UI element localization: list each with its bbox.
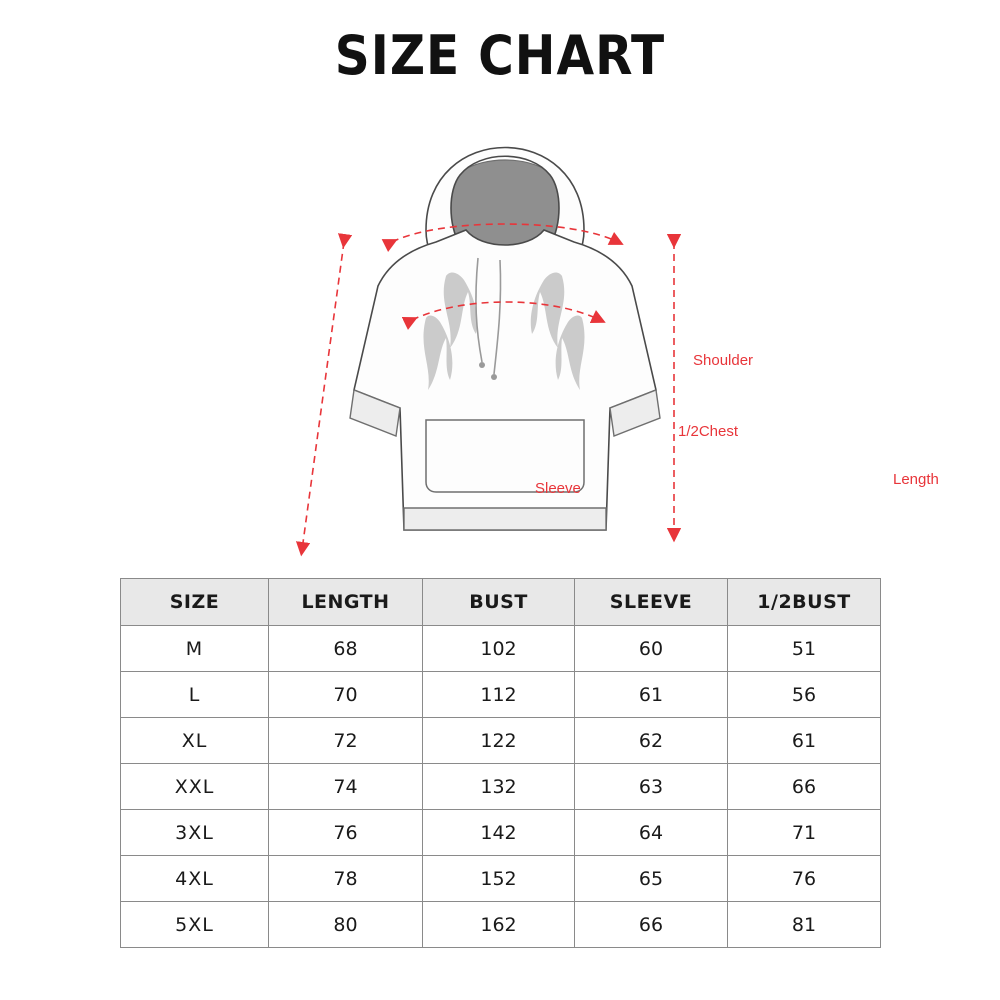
drawstring-tip-left (479, 362, 485, 368)
cell-length: 72 (269, 718, 423, 764)
sleeve-measure-line (302, 242, 344, 550)
table-row (121, 902, 881, 948)
sleeve-label: Sleeve (535, 480, 581, 497)
cell-sleeve: 65 (575, 856, 728, 902)
cell-bust: 112 (423, 672, 575, 718)
cell-bust: 162 (423, 902, 575, 948)
shoulder-label: Shoulder (693, 352, 754, 369)
cell-size: 3XL (121, 810, 269, 856)
cell-size: XL (121, 718, 269, 764)
hoodie-body (354, 230, 656, 530)
cell-half-bust: 81 (728, 902, 881, 948)
cell-size: 4XL (121, 856, 269, 902)
column-header-half-bust: 1/2BUST (728, 579, 881, 626)
cell-half-bust: 61 (728, 718, 881, 764)
table-row (121, 764, 881, 810)
cell-bust: 152 (423, 856, 575, 902)
cell-half-bust: 51 (728, 626, 881, 672)
hoodie-measurement-diagram (250, 90, 939, 560)
cell-length: 76 (269, 810, 423, 856)
cell-size: 5XL (121, 902, 269, 948)
cell-sleeve: 63 (575, 764, 728, 810)
cell-bust: 142 (423, 810, 575, 856)
length-label: Length (893, 471, 939, 488)
cell-bust: 122 (423, 718, 575, 764)
cell-length: 80 (269, 902, 423, 948)
cell-sleeve: 60 (575, 626, 728, 672)
waistband (404, 508, 606, 530)
size-table (120, 578, 881, 948)
cell-size: M (121, 626, 269, 672)
cell-half-bust: 66 (728, 764, 881, 810)
cell-sleeve: 61 (575, 672, 728, 718)
cell-size: L (121, 672, 269, 718)
table-header-row (121, 579, 881, 626)
cell-bust: 132 (423, 764, 575, 810)
table-row (121, 672, 881, 718)
cell-sleeve: 62 (575, 718, 728, 764)
table-row (121, 626, 881, 672)
cell-half-bust: 56 (728, 672, 881, 718)
table-row (121, 718, 881, 764)
page-title: SIZE CHART (334, 24, 666, 87)
half-chest-label: 1/2Chest (678, 423, 739, 440)
cell-half-bust: 76 (728, 856, 881, 902)
column-header-length: LENGTH (269, 579, 423, 626)
column-header-sleeve: SLEEVE (575, 579, 728, 626)
cell-sleeve: 66 (575, 902, 728, 948)
table-row (121, 856, 881, 902)
cell-sleeve: 64 (575, 810, 728, 856)
cell-length: 74 (269, 764, 423, 810)
table-row (121, 810, 881, 856)
cell-length: 68 (269, 626, 423, 672)
cell-length: 78 (269, 856, 423, 902)
cell-bust: 102 (423, 626, 575, 672)
cell-size: XXL (121, 764, 269, 810)
column-header-size: SIZE (121, 579, 269, 626)
drawstring-tip-right (491, 374, 497, 380)
cell-length: 70 (269, 672, 423, 718)
cell-half-bust: 71 (728, 810, 881, 856)
column-header-bust: BUST (423, 579, 575, 626)
